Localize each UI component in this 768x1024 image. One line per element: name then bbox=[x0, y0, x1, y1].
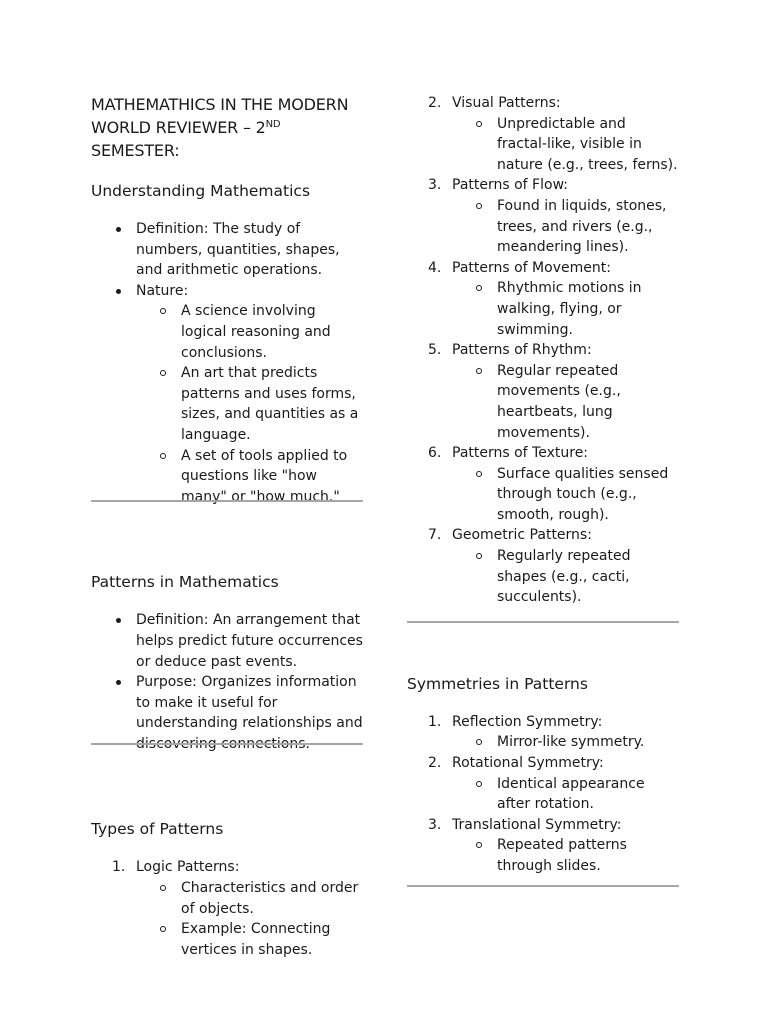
understanding-list bbox=[91, 219, 363, 507]
numbered-item bbox=[407, 815, 679, 877]
sub-list bbox=[452, 278, 679, 340]
list-item: Definition: An arrangement that helps predict future occurrences or deduce past events. bbox=[91, 610, 363, 672]
sub-list-item: Rhythmic motions in walking, flying, or swimming. bbox=[452, 278, 679, 340]
list-item: Purpose: Organizes information to make it useful for understanding relationships and discovering connections. bbox=[91, 672, 363, 754]
item-label: Patterns of Flow: bbox=[452, 177, 568, 194]
document-title bbox=[91, 93, 363, 162]
section-divider bbox=[91, 500, 363, 502]
list-item bbox=[91, 219, 363, 281]
sub-list-item: Surface qualities sensed through touch (e.g., smooth, rough). bbox=[452, 464, 679, 526]
item-number: 4. bbox=[428, 259, 442, 276]
item-label: Visual Patterns: bbox=[452, 95, 561, 111]
numbered-item bbox=[407, 93, 679, 175]
numbered-item bbox=[407, 525, 679, 607]
sub-list-item: A set of tools applied to questions like "how many" or "how much." bbox=[136, 446, 363, 508]
understanding-heading: Understanding Mathematics bbox=[91, 182, 311, 200]
title-line-2-pre: WORLD REVIEWER – 2 bbox=[91, 118, 266, 137]
item-number: 1. bbox=[112, 859, 126, 876]
item-number: 3. bbox=[428, 177, 442, 194]
numbered-item bbox=[407, 258, 679, 340]
right-column bbox=[407, 93, 679, 877]
item-label: Rotational Symmetry: bbox=[452, 755, 604, 772]
sub-list-item: Mirror-like symmetry. bbox=[452, 732, 679, 753]
numbered-item bbox=[407, 340, 679, 443]
item-label: Patterns of Texture: bbox=[452, 445, 589, 462]
sub-list bbox=[452, 546, 679, 608]
numbered-item bbox=[407, 753, 679, 815]
sub-list-item: Found in liquids, stones, trees, and rivers (e.g., meandering lines). bbox=[452, 196, 679, 258]
sub-list bbox=[136, 878, 363, 960]
sub-list bbox=[452, 835, 679, 876]
types-list-right bbox=[407, 93, 679, 608]
section-divider bbox=[91, 743, 363, 745]
item-number: 5. bbox=[428, 342, 442, 359]
title-line-1: MATHEMATHICS IN THE MODERN bbox=[91, 95, 349, 114]
numbered-item bbox=[407, 175, 679, 257]
sub-list-item: A science involving logical reasoning and conclusions. bbox=[136, 301, 363, 363]
title-superscript: ND bbox=[265, 119, 281, 130]
item-label: Reflection Symmetry: bbox=[452, 713, 603, 730]
sub-list-item: Regular repeated movements (e.g., heartbeats, lung movements). bbox=[452, 361, 679, 443]
item-label: Translational Symmetry: bbox=[452, 816, 622, 833]
sub-list bbox=[452, 196, 679, 258]
sub-list-item: Unpredictable and fractal-like, visible in nature (e.g., trees, ferns). bbox=[452, 114, 679, 176]
item-number: 3. bbox=[428, 816, 442, 833]
item-number: 7. bbox=[428, 527, 442, 544]
sub-list bbox=[452, 114, 679, 176]
types-heading: Types of Patterns bbox=[91, 820, 224, 839]
item-number: 6. bbox=[428, 445, 442, 462]
patterns-list bbox=[91, 610, 363, 754]
sub-list-item: Example: Connecting vertices in shapes. bbox=[136, 919, 363, 960]
numbered-item bbox=[407, 712, 679, 753]
sub-list-item: An art that predicts patterns and uses forms, sizes, and quantities as a language. bbox=[136, 363, 363, 445]
sub-list bbox=[452, 361, 679, 443]
sub-list-item: Characteristics and order of objects. bbox=[136, 878, 363, 919]
item-label: Patterns of Rhythm: bbox=[452, 342, 592, 359]
numbered-item bbox=[91, 857, 363, 960]
title-line-2-post: SEMESTER: bbox=[91, 141, 180, 160]
sub-list-item: Identical appearance after rotation. bbox=[452, 774, 679, 815]
sub-list bbox=[452, 774, 679, 815]
sub-list-item: Regularly repeated shapes (e.g., cacti, succulents). bbox=[452, 546, 679, 608]
patterns-heading: Patterns in Mathematics bbox=[91, 573, 279, 592]
left-column bbox=[91, 93, 363, 960]
sub-list-item: Repeated patterns through slides. bbox=[452, 835, 679, 876]
numbered-item bbox=[407, 443, 679, 525]
symmetries-heading: Symmetries in Patterns bbox=[407, 674, 588, 693]
item-label: Patterns of Movement: bbox=[452, 259, 611, 276]
sub-list bbox=[452, 464, 679, 526]
list-item bbox=[91, 281, 363, 508]
item-label: Geometric Patterns: bbox=[452, 527, 592, 544]
item-label: Logic Patterns: bbox=[136, 859, 240, 876]
nature-label: Nature: bbox=[136, 282, 189, 299]
types-list-left bbox=[91, 857, 363, 960]
item-number: 2. bbox=[428, 95, 442, 111]
item-number: 1. bbox=[428, 713, 442, 730]
section-divider bbox=[407, 885, 679, 887]
sub-list bbox=[452, 732, 679, 753]
symmetries-list bbox=[407, 712, 679, 877]
nature-sublist bbox=[136, 301, 363, 507]
item-number: 2. bbox=[428, 755, 442, 772]
definition-text: Definition: The study of numbers, quantities, shapes, and arithmetic operations. bbox=[136, 221, 340, 279]
